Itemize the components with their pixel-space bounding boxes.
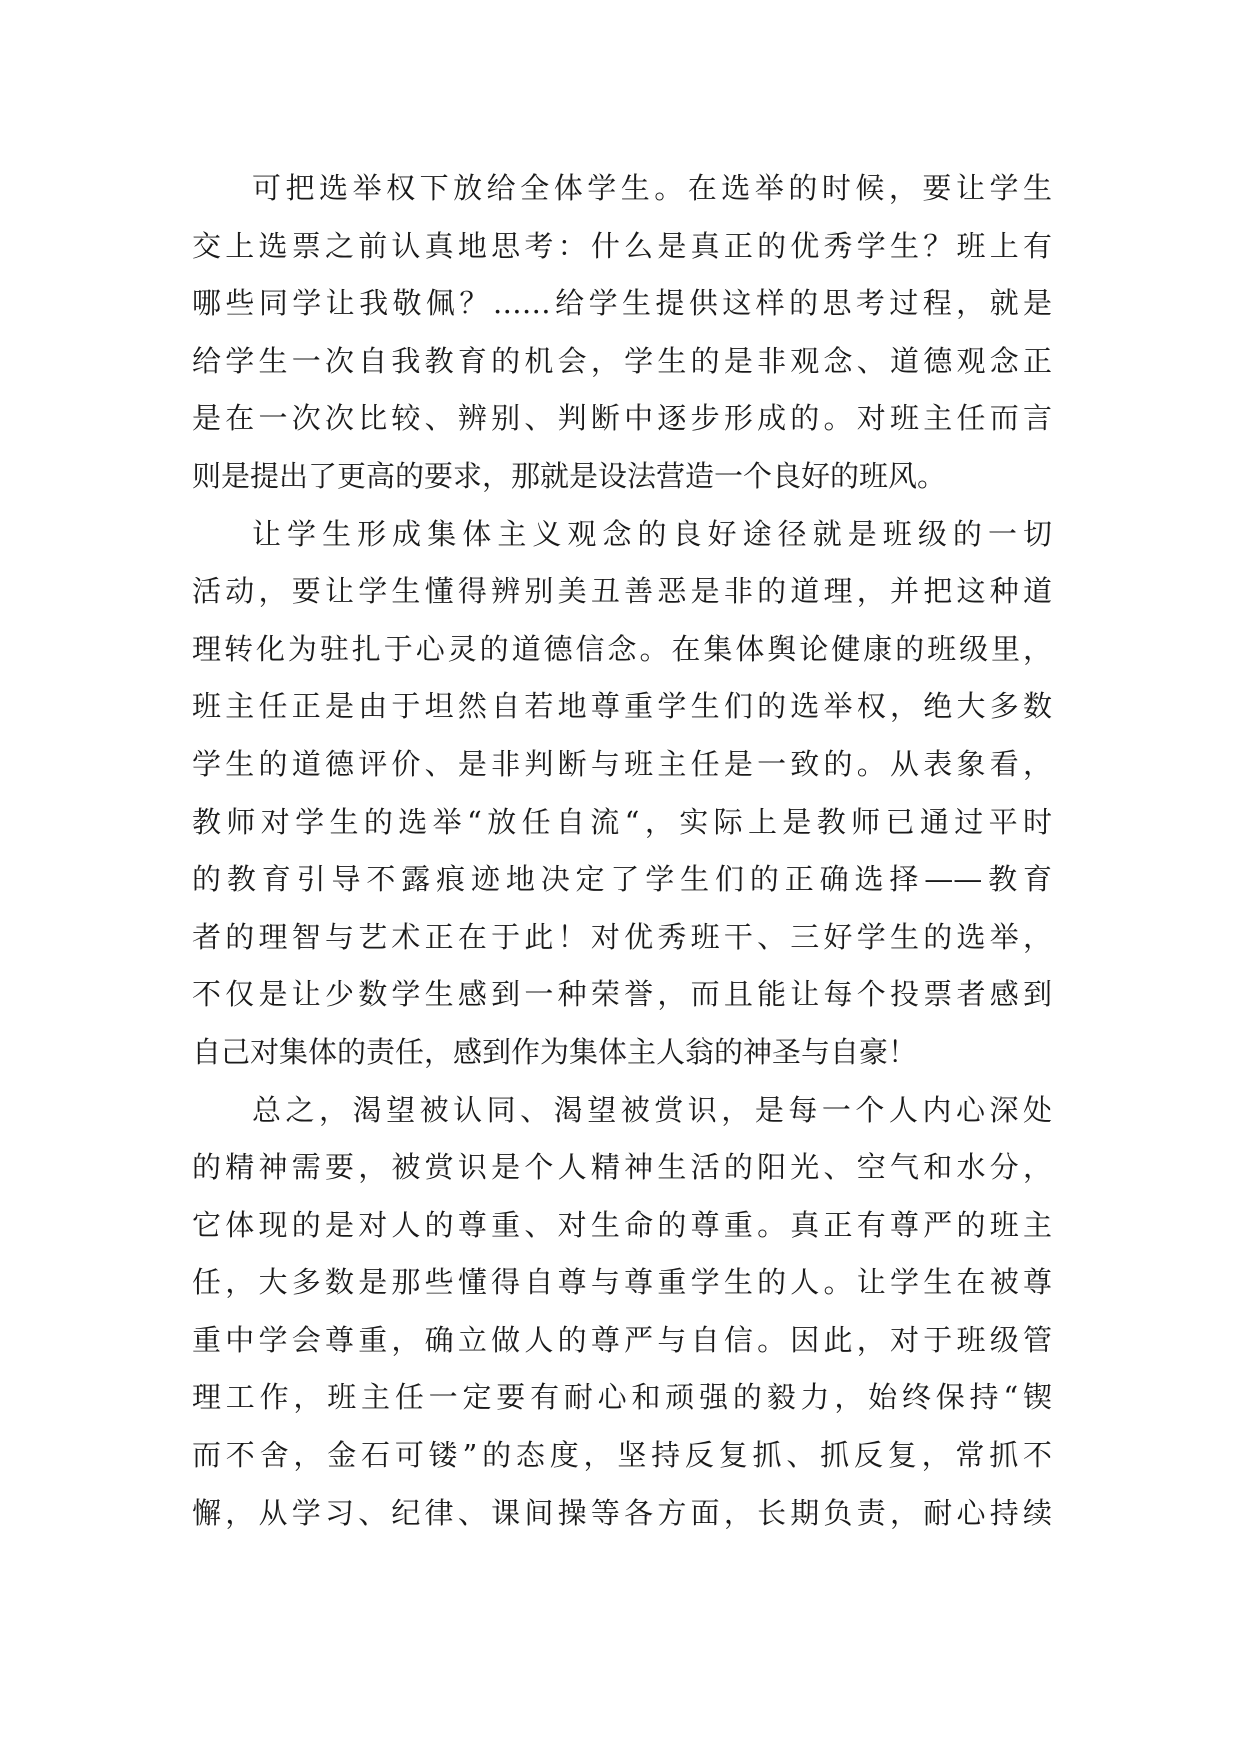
text-line: 班主任正是由于坦然自若地尊重学生们的选举权，绝大多数 <box>192 689 1052 724</box>
text-line: 理工作，班主任一定要有耐心和顽强的毅力，始终保持“锲 <box>192 1380 1052 1415</box>
text-line: 理转化为驻扎于心灵的道德信念。在集体舆论健康的班级里， <box>192 631 1052 666</box>
text-line: 给学生一次自我教育的机会，学生的是非观念、道德观念正 <box>192 343 1052 378</box>
text-line: 不仅是让少数学生感到一种荣誉，而且能让每个投票者感到 <box>192 977 1052 1012</box>
text-line: 是在一次次比较、辨别、判断中逐步形成的。对班主任而言 <box>192 401 1052 436</box>
text-line: 学生的道德评价、是非判断与班主任是一致的。从表象看， <box>192 746 1052 781</box>
text-line: 则是提出了更高的要求，那就是设法营造一个良好的班风。 <box>192 458 947 493</box>
text-line: 任，大多数是那些懂得自尊与尊重学生的人。让学生在被尊 <box>192 1265 1052 1300</box>
text-line: 而不舍，金石可镂”的态度，坚持反复抓、抓反复，常抓不 <box>192 1438 1052 1473</box>
text-line: 自己对集体的责任，感到作为集体主人翁的神圣与自豪！ <box>192 1034 918 1069</box>
text-line: 活动，要让学生懂得辨别美丑善恶是非的道理，并把这种道 <box>192 574 1052 609</box>
text-line: 懈，从学习、纪律、课间操等各方面，长期负责，耐心持续 <box>192 1495 1052 1530</box>
text-line: 它体现的是对人的尊重、对生命的尊重。真正有尊严的班主 <box>192 1207 1052 1242</box>
text-line: 的精神需要，被赏识是个人精神生活的阳光、空气和水分， <box>192 1150 1052 1185</box>
text-line: 的教育引导不露痕迹地决定了学生们的正确选择——教育 <box>192 862 1052 897</box>
body-text <box>192 160 1052 1542</box>
text-line: 重中学会尊重，确立做人的尊严与自信。因此，对于班级管 <box>192 1322 1052 1357</box>
text-line: 让学生形成集体主义观念的良好途径就是班级的一切 <box>252 516 1052 551</box>
text-line: 者的理智与艺术正在于此！对优秀班干、三好学生的选举， <box>192 919 1052 954</box>
text-line: 交上选票之前认真地思考：什么是真正的优秀学生？班上有 <box>192 228 1052 263</box>
text-line: 哪些同学让我敬佩？……给学生提供这样的思考过程，就是 <box>192 286 1052 321</box>
text-line: 教师对学生的选举“放任自流“，实际上是教师已通过平时 <box>192 804 1052 839</box>
text-line: 总之，渴望被认同、渴望被赏识，是每一个人内心深处 <box>252 1092 1052 1127</box>
text-line: 可把选举权下放给全体学生。在选举的时候，要让学生 <box>252 171 1052 205</box>
